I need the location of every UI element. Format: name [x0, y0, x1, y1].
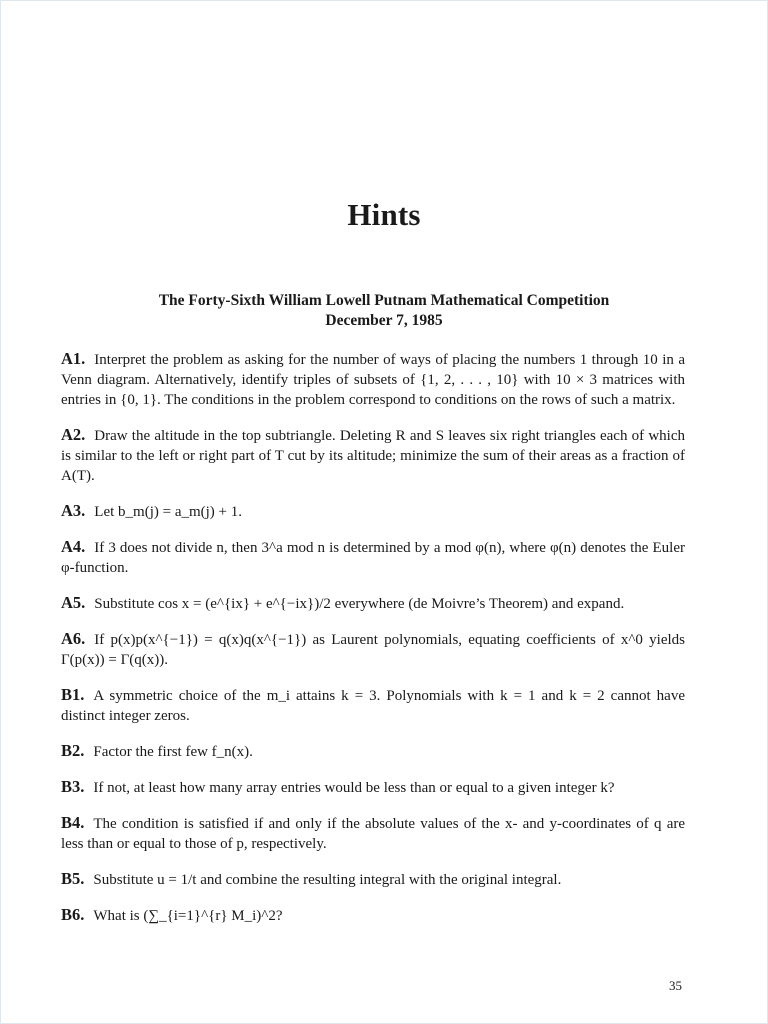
hint-label: B2.	[61, 741, 85, 760]
hint-a2	[61, 425, 685, 486]
hints-list	[61, 349, 685, 941]
hint-b2	[61, 741, 685, 762]
hint-text: What is (∑_{i=1}^{r} M_i)^2?	[93, 908, 283, 924]
hint-text: Interpret the problem as asking for the number of ways of placing the numbers 1 through 10 in a Venn diagram. Alternatively, identify triples of subsets of {1, 2, . . . , 10} with 10 × 3 matrices with entries in {0, 1}. The conditions in the problem correspond to conditions on the rows of such a matrix.	[61, 352, 685, 408]
hint-b3	[61, 777, 685, 798]
hint-label: B3.	[61, 777, 85, 796]
competition-name: The Forty-Sixth William Lowell Putnam Mathematical Competition	[158, 292, 610, 309]
page-number: 35	[669, 978, 682, 993]
hint-label: B1.	[61, 685, 85, 704]
hint-text: If p(x)p(x^{−1}) = q(x)q(x^{−1}) as Laurent polynomials, equating coefficients of x^0 yields Γ(p(x)) = Γ(q(x)).	[61, 632, 685, 668]
hint-label: A3.	[61, 501, 86, 520]
hint-text: Draw the altitude in the top subtriangle. Deleting R and S leaves six right triangles each of which is similar to the left or right part of T cut by its altitude; minimize the sum of their areas as a fraction of A(T).	[61, 428, 685, 484]
hint-label: B6.	[61, 905, 85, 924]
hint-b6	[61, 905, 685, 926]
hint-a5	[61, 593, 685, 614]
hint-text: The condition is satisfied if and only if the absolute values of the x- and y-coordinates of q are less than or equal to those of p, respectively.	[61, 816, 685, 852]
hint-label: A6.	[61, 629, 86, 648]
page-title: Hints	[347, 197, 421, 232]
hint-b4	[61, 813, 685, 854]
hint-label: A5.	[61, 593, 86, 612]
hint-a3	[61, 501, 685, 522]
hint-label: A1.	[61, 349, 86, 368]
competition-date: December 7, 1985	[325, 312, 443, 329]
hint-label: B5.	[61, 869, 85, 888]
hint-b1	[61, 685, 685, 726]
hint-text: If not, at least how many array entries would be less than or equal to a given integer k?	[93, 780, 615, 796]
hint-text: If 3 does not divide n, then 3^a mod n is determined by a mod φ(n), where φ(n) denotes the Euler φ-function.	[61, 540, 685, 576]
hint-label: B4.	[61, 813, 85, 832]
hint-label: A4.	[61, 537, 86, 556]
hint-text: Let b_m(j) = a_m(j) + 1.	[94, 504, 243, 520]
hint-a4	[61, 537, 685, 578]
hint-text: A symmetric choice of the m_i attains k = 3. Polynomials with k = 1 and k = 2 cannot have distinct integer zeros.	[61, 688, 685, 724]
hint-a1	[61, 349, 685, 410]
hint-label: A2.	[61, 425, 86, 444]
hint-a6	[61, 629, 685, 670]
hint-text: Substitute u = 1/t and combine the resulting integral with the original integral.	[93, 872, 562, 888]
hint-text: Factor the first few f_n(x).	[93, 744, 253, 760]
hint-text: Substitute cos x = (e^{ix} + e^{−ix})/2 everywhere (de Moivre’s Theorem) and expand.	[94, 596, 625, 612]
competition-subtitle	[1, 291, 767, 331]
hint-b5	[61, 869, 685, 890]
